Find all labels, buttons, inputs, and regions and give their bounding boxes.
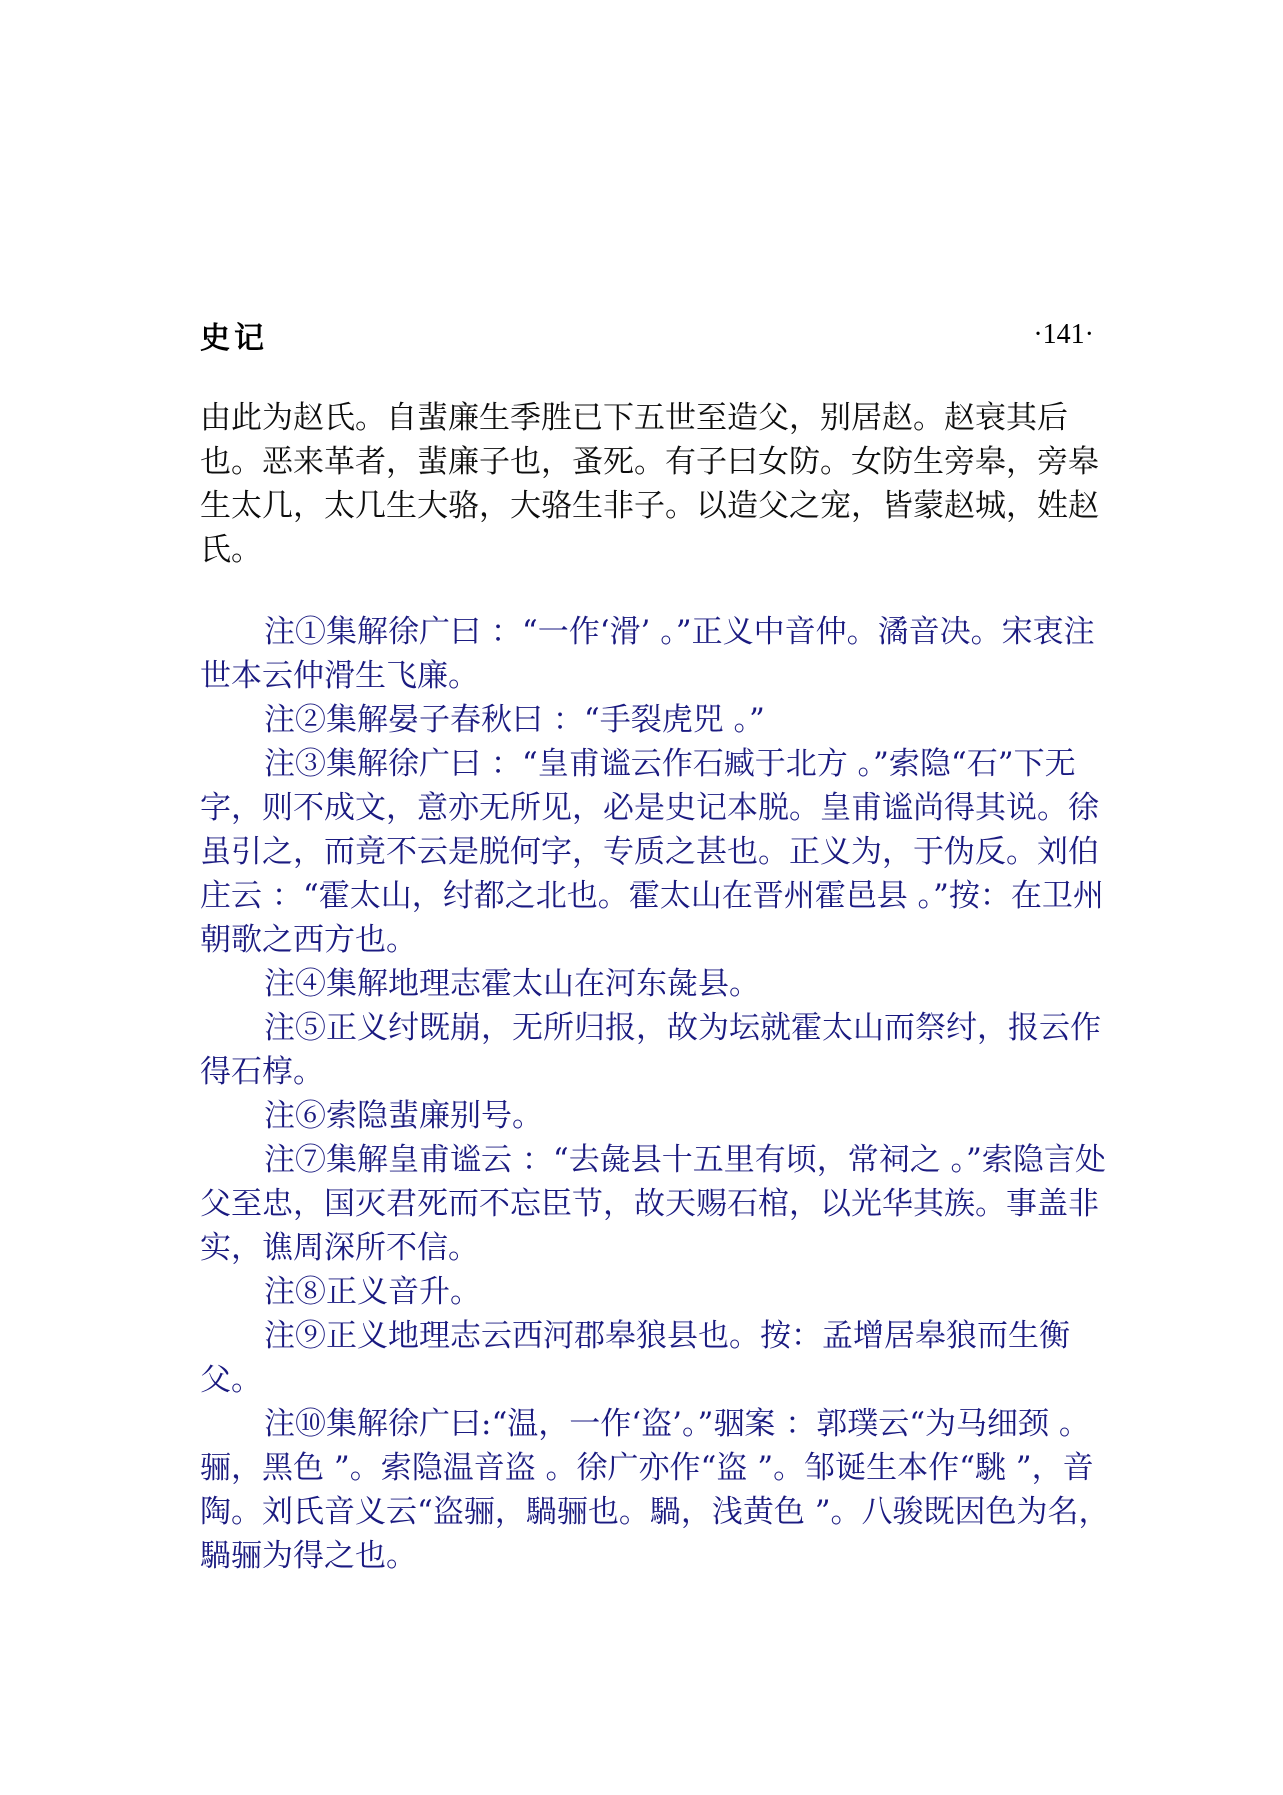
book-title: 史记 bbox=[200, 321, 268, 356]
note-5: 注⑤正义纣既崩，无所归报，故为坛就霍太山而祭纣，报云作得石椁。 bbox=[200, 1010, 1101, 1090]
note-4: 注④集解地理志霍太山在河东彘县。 bbox=[264, 966, 760, 1002]
note-1: 注①集解徐广曰 ：“一作‘滑’ 。”正义中音仲。潏音决。宋衷注世本云仲滑生飞廉。 bbox=[200, 614, 1095, 694]
page-number: ·141· bbox=[1033, 319, 1094, 350]
note-2: 注②集解晏子春秋曰 ：“手裂虎兕 。” bbox=[264, 702, 765, 738]
note-9: 注⑨正义地理志云西河郡皋狼县也。按：孟增居皋狼而生衡父。 bbox=[200, 1318, 1070, 1398]
note-8: 注⑧正义音升。 bbox=[264, 1274, 481, 1310]
notes-section bbox=[200, 610, 1110, 1578]
page-header bbox=[200, 313, 1094, 357]
note-7: 注⑦集解皇甫谧云 ：“去彘县十五里有顷，常祠之 。”索隐言处父至忠，国灭君死而不忘臣节，故天赐石棺，以光华其族。事盖非实，谯周深所不信。 bbox=[200, 1142, 1106, 1266]
note-6: 注⑥索隐蜚廉别号。 bbox=[264, 1098, 543, 1134]
note-10: 注⑩集解徐广曰:“温，一作‘盗’。”骃案 ：郭璞云“为马细颈 。骊，黑色 ”。索隐温音盗 。徐广亦作“盗 ”。邹诞生本作“駣 ”，音陶。刘氏音义云“盗骊，騧骊也。騧，浅黄色 ”。八骏既因色为名，騧骊为得之也。 bbox=[200, 1406, 1110, 1574]
main-text: 由此为赵氏。自蜚廉生季胜已下五世至造父，别居赵。赵衰其后也。恶来革者，蜚廉子也，蚤死。有子曰女防。女防生旁皋，旁皋生太几，太几生大骆，大骆生非子。以造父之宠，皆蒙赵城，姓赵氏。 bbox=[200, 400, 1099, 568]
note-3: 注③集解徐广曰 ：“皇甫谧云作石臧于北方 。”索隐“石”下无字，则不成文，意亦无所见，必是史记本脱。皇甫谧尚得其说。徐虽引之，而竟不云是脱何字，专质之甚也。正义为，于伪反。刘伯庄云 ：“霍太山，纣都之北也。霍太山在晋州霍邑县 。”按：在卫州朝歌之西方也。 bbox=[200, 746, 1104, 958]
